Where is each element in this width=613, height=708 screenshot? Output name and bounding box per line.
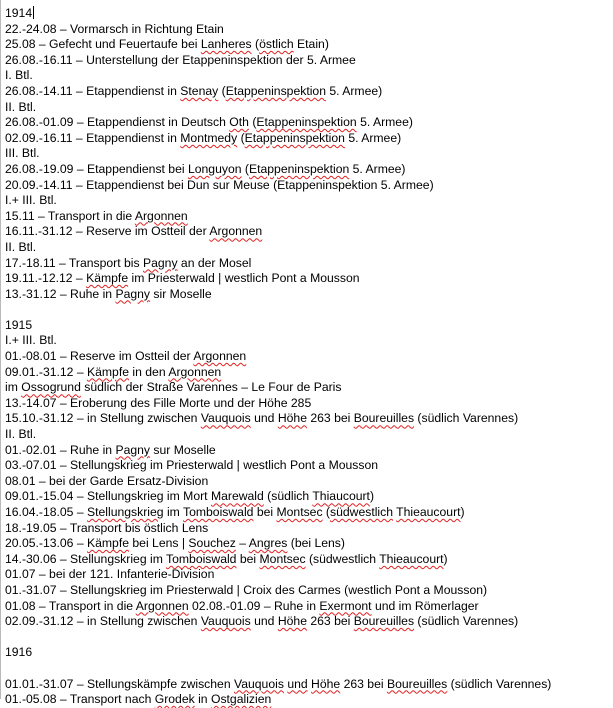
text-run: 26.08.-16.11 – Unterstellung der Etappeninspektion der 5. Armee bbox=[5, 52, 356, 67]
text-run: südlich der Straße Varennes – Le Four de Paris bbox=[80, 380, 342, 395]
text-run: 01.-05.08 – Transport nach bbox=[5, 692, 155, 707]
text-run: in bbox=[194, 692, 211, 707]
text-run: 01.08 – Transport in die bbox=[5, 598, 136, 613]
blank-line bbox=[5, 661, 609, 677]
spellcheck-flagged-word: Ossogrund bbox=[21, 380, 81, 395]
text-run: II. Btl. bbox=[5, 99, 37, 114]
text-run: 20.09.-14.11 – Etappendienst bei Dun sur Meuse (Etappeninspektion 5. Armee) bbox=[5, 177, 434, 192]
text-run: und im Römerlager bbox=[371, 598, 479, 613]
text-run: 02.09.-31.12 – in Stellung zwischen bbox=[5, 614, 201, 629]
text-run: Etain) bbox=[293, 37, 329, 52]
spellcheck-flagged-word: Kämpfe bbox=[87, 536, 130, 551]
text-run: 5. Armee) bbox=[349, 161, 406, 176]
spellcheck-flagged-word: Höhe bbox=[311, 676, 341, 691]
text-run: und bbox=[250, 411, 278, 426]
text-run: sir Moselle bbox=[150, 286, 212, 301]
text-run: I.+ III. Btl. bbox=[5, 193, 57, 208]
text-run: 09.01.-31.12 – bbox=[5, 364, 87, 379]
spellcheck-flagged-word: und bbox=[287, 676, 308, 691]
text-line bbox=[5, 505, 609, 521]
text-run: 16.04.-18.05 – bbox=[5, 505, 87, 519]
text-run: 15.10.-31.12 – in Stellung zwischen bbox=[5, 411, 201, 426]
spellcheck-flagged-word: Lanheres bbox=[200, 37, 252, 52]
text-run: 25.08 – Gefecht und Feuertaufe bei bbox=[5, 37, 201, 52]
text-run: (südwestlich bbox=[305, 551, 380, 566]
text-run: 1915 bbox=[5, 317, 33, 332]
text-run: 14.-30.06 – Stellungskrieg im bbox=[5, 551, 167, 566]
text-line bbox=[5, 411, 609, 427]
text-line bbox=[5, 146, 609, 162]
spellcheck-flagged-word: Boureuilles bbox=[353, 411, 415, 426]
spellcheck-flagged-word: Etappeninspektion bbox=[225, 83, 326, 98]
text-run: ( bbox=[322, 505, 330, 519]
text-line bbox=[5, 567, 609, 583]
text-line bbox=[5, 599, 609, 615]
text-run: II. Btl. bbox=[5, 427, 37, 442]
spellcheck-flagged-word: Kämpfe bbox=[86, 271, 129, 286]
text-run: 08.01 – bei der Garde Ersatz-Division bbox=[5, 473, 209, 488]
text-line bbox=[5, 287, 609, 303]
text-line bbox=[5, 22, 609, 38]
text-run: bei bbox=[253, 505, 277, 519]
text-run: 26.08.-14.11 – Etappendienst in bbox=[5, 83, 181, 98]
spellcheck-flagged-word: Thieaucourt bbox=[396, 505, 461, 519]
spellcheck-flagged-word: Montsec bbox=[259, 551, 306, 566]
spellcheck-flagged-word: Longuyon bbox=[187, 161, 242, 176]
blank-line bbox=[5, 630, 609, 646]
text-run: ( bbox=[251, 37, 260, 52]
spellcheck-flagged-word: Grodek bbox=[154, 692, 195, 707]
text-run: 16.11.-31.12 – Reserve im Ostteil der bbox=[5, 224, 210, 239]
text-run: im bbox=[163, 505, 183, 519]
text-run: 26.08.-01.09 – Etappendienst in Deutsch bbox=[5, 115, 230, 130]
text-run: I.+ III. Btl. bbox=[5, 333, 57, 348]
spellcheck-flagged-word: Marewald bbox=[210, 489, 264, 504]
text-line bbox=[5, 162, 609, 178]
text-line bbox=[5, 193, 609, 209]
text-run: ( bbox=[248, 115, 257, 130]
text-run: 263 bei bbox=[306, 614, 354, 629]
spellcheck-flagged-word: Montmedy bbox=[180, 130, 238, 145]
spellcheck-flagged-word: Etappeninspektion bbox=[244, 130, 345, 145]
text-line bbox=[5, 458, 609, 474]
text-line bbox=[5, 380, 609, 396]
text-run: (südlich Varennes) bbox=[447, 676, 552, 691]
text-line bbox=[5, 677, 609, 693]
spellcheck-flagged-word: Höhe bbox=[277, 614, 307, 629]
spellcheck-flagged-word: Höhe bbox=[277, 411, 307, 426]
spellcheck-flagged-word: Pagny bbox=[115, 442, 151, 457]
text-run: im Priesterwald | westlich Pont a Mousson bbox=[128, 271, 360, 286]
text-run: im bbox=[5, 380, 22, 395]
text-line bbox=[5, 583, 609, 599]
text-run: 17.-18.11 – Transport bis bbox=[5, 255, 143, 270]
spellcheck-flagged-word: Etappeninspektion bbox=[256, 115, 357, 130]
text-run: ) bbox=[369, 489, 375, 504]
text-run: 01.01.-31.07 – Stellungskämpfe zwischen bbox=[5, 676, 234, 691]
text-run: ( bbox=[241, 161, 249, 176]
text-line bbox=[5, 100, 609, 116]
text-line bbox=[5, 396, 609, 412]
spellcheck-flagged-word: Souchez bbox=[188, 536, 236, 551]
text-line bbox=[5, 536, 609, 552]
spellcheck-flagged-word: Stenay bbox=[180, 83, 219, 98]
text-line bbox=[5, 271, 609, 287]
text-line bbox=[5, 692, 609, 708]
spellcheck-flagged-word: Kämpfe bbox=[87, 364, 130, 379]
document-body[interactable] bbox=[5, 6, 609, 708]
text-run: 13.-31.12 – Ruhe in bbox=[5, 286, 116, 301]
text-run: 1916 bbox=[5, 645, 33, 660]
spellcheck-flagged-word: Vauquois bbox=[200, 411, 251, 426]
spellcheck-flagged-word: Thieaucourt bbox=[379, 551, 444, 566]
text-line bbox=[5, 209, 609, 225]
text-run: 263 bei bbox=[306, 411, 354, 426]
text-line bbox=[5, 256, 609, 272]
spellcheck-flagged-word: südwestlich bbox=[330, 505, 393, 519]
spellcheck-flagged-word: östlich bbox=[259, 37, 294, 52]
text-run: 5. Armee) bbox=[325, 83, 383, 98]
spellcheck-flagged-word: Tomboiswald bbox=[182, 505, 254, 519]
text-run: 18.-19.05 – Transport bis östlich Lens bbox=[5, 520, 209, 535]
spellcheck-flagged-word: Pagny bbox=[115, 286, 151, 301]
text-run: sur Moselle bbox=[150, 442, 216, 457]
text-line bbox=[5, 115, 609, 131]
text-run: 20.05.-13.06 – bbox=[5, 536, 87, 551]
text-line bbox=[5, 131, 609, 147]
text-cursor bbox=[33, 6, 34, 19]
spellcheck-flagged-word: Etappeninspektion bbox=[248, 161, 350, 176]
text-run: I. Btl. bbox=[5, 68, 33, 83]
text-run: (südlich bbox=[263, 489, 313, 504]
text-line bbox=[5, 37, 609, 53]
spellcheck-flagged-word: Tomboiswald bbox=[166, 551, 237, 566]
text-run: ( bbox=[237, 130, 245, 145]
spellcheck-flagged-word: Vauquois bbox=[200, 614, 251, 629]
spellcheck-flagged-word: Pagny bbox=[142, 255, 178, 270]
text-run: 01.-31.07 – Stellungskrieg im Priesterwald | Croix des Carmes (westlich Pont a Mousson) bbox=[5, 582, 488, 597]
spellcheck-flagged-word: Ostgalizien bbox=[210, 692, 272, 707]
text-line bbox=[5, 427, 609, 443]
text-run: 02.09.-16.11 – Etappendienst in bbox=[5, 130, 181, 145]
text-run: und bbox=[250, 614, 278, 629]
text-line bbox=[5, 489, 609, 505]
spellcheck-flagged-word: Angres bbox=[248, 536, 288, 551]
text-line bbox=[5, 224, 609, 240]
spellcheck-flagged-word: Argonnen bbox=[193, 349, 247, 364]
text-run: 02.08.-01.09 – Ruhe in bbox=[188, 598, 320, 613]
text-run: 01.-08.01 – Reserve im Ostteil der bbox=[5, 349, 194, 364]
text-run: 09.01.-15.04 – Stellungskrieg im Mort bbox=[5, 489, 211, 504]
text-run: 1914 bbox=[5, 6, 33, 20]
text-line bbox=[5, 443, 609, 459]
text-line bbox=[5, 53, 609, 69]
text-run: II. Btl. bbox=[5, 239, 37, 254]
text-run: ) bbox=[460, 505, 465, 519]
text-run: – bbox=[235, 536, 249, 551]
text-run: (bei Lens) bbox=[287, 536, 345, 551]
text-run: 13.-14.07 – Eroberung des Fille Morte und der Höhe 285 bbox=[5, 395, 312, 410]
spellcheck-flagged-word: Exermont bbox=[319, 598, 372, 613]
text-run: 19.11.-12.12 – bbox=[5, 271, 87, 286]
text-run: (südlich Varennes) bbox=[414, 411, 519, 426]
spellcheck-flagged-word: Montsec bbox=[276, 505, 323, 519]
text-line bbox=[5, 84, 609, 100]
text-run: 01.07 – bei der 121. Infanterie-Division bbox=[5, 567, 215, 582]
text-run: 03.-07.01 – Stellungskrieg im Priesterwald | westlich Pont a Mousson bbox=[5, 458, 379, 473]
window-left-border bbox=[0, 0, 1, 699]
text-run: bei bbox=[236, 551, 260, 566]
text-line bbox=[5, 365, 609, 381]
spellcheck-flagged-word: Argonnen bbox=[168, 364, 222, 379]
spellcheck-flagged-word: Argonnen bbox=[135, 598, 189, 613]
spellcheck-flagged-word: Boureuilles bbox=[353, 614, 415, 629]
text-line bbox=[5, 552, 609, 568]
text-line bbox=[5, 68, 609, 84]
text-run: bei Lens | bbox=[129, 536, 189, 551]
text-line bbox=[5, 614, 609, 630]
spellcheck-flagged-word: Stellungskrieg bbox=[87, 505, 164, 519]
text-run: 22.-24.08 – Vormarsch in Richtung Etain bbox=[5, 21, 224, 36]
text-line bbox=[5, 178, 609, 194]
text-run: (südlich Varennes) bbox=[414, 614, 519, 629]
spellcheck-flagged-word: Boureuilles bbox=[386, 676, 448, 691]
spellcheck-flagged-word: Oth bbox=[229, 115, 249, 130]
text-line bbox=[5, 333, 609, 349]
text-line bbox=[5, 474, 609, 490]
text-run: 5. Armee) bbox=[356, 115, 413, 130]
text-run: III. Btl. bbox=[5, 146, 40, 161]
text-run: 5. Armee) bbox=[344, 130, 402, 145]
blank-line bbox=[5, 302, 609, 318]
text-line bbox=[5, 521, 609, 537]
text-run: 26.08.-19.09 – Etappendienst bei bbox=[5, 161, 188, 176]
text-run: 15.11 – Transport in die bbox=[5, 208, 135, 223]
text-line bbox=[5, 6, 609, 22]
text-run: an der Mosel bbox=[177, 255, 252, 270]
text-line bbox=[5, 349, 609, 365]
spellcheck-flagged-word: Argonnen bbox=[134, 208, 188, 223]
text-line bbox=[5, 240, 609, 256]
spellcheck-flagged-word: Thiaucourt bbox=[312, 489, 370, 504]
text-run: 01.-02.01 – Ruhe in bbox=[5, 442, 116, 457]
text-run: ( bbox=[218, 83, 226, 98]
spellcheck-flagged-word: Argonnen bbox=[209, 224, 263, 239]
text-run: ) bbox=[443, 551, 448, 566]
text-line bbox=[5, 318, 609, 334]
text-line bbox=[5, 645, 609, 661]
text-run: in den bbox=[129, 364, 169, 379]
text-run: 263 bei bbox=[340, 676, 387, 691]
spellcheck-flagged-word: Vauquois bbox=[234, 676, 284, 691]
